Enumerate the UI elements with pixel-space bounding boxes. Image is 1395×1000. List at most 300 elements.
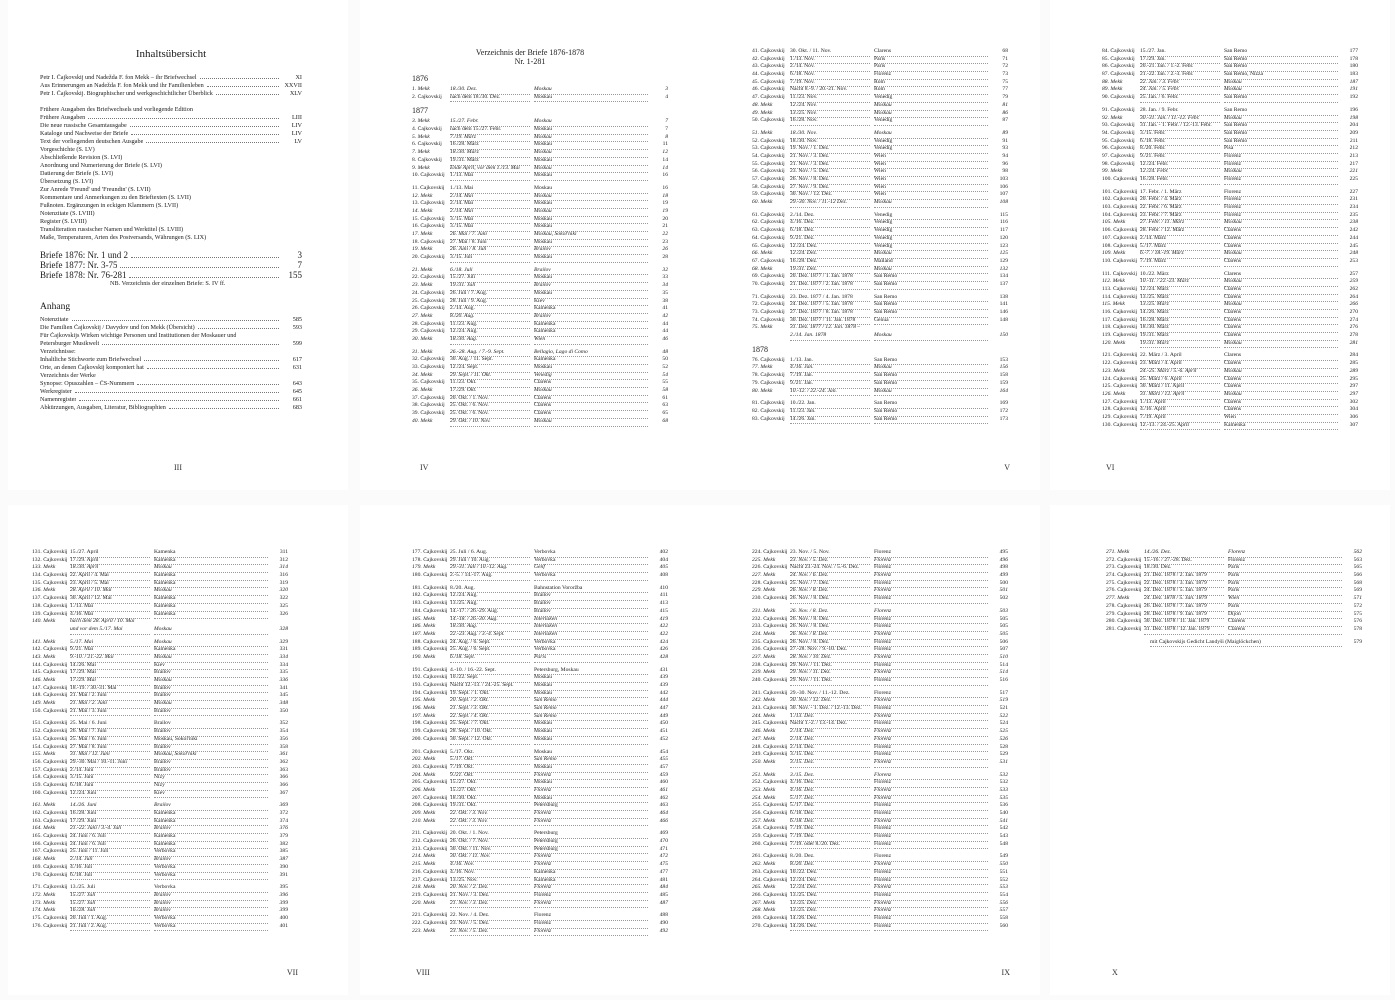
letter-page: 566 (1353, 572, 1362, 579)
letter-page: 472 (659, 853, 668, 860)
letter-date: 18./30. Dez. (450, 86, 530, 95)
letter-author: 114. Čajkovskij (1102, 293, 1138, 300)
table-row (412, 356, 668, 364)
letter-group (32, 884, 288, 930)
letter-author: 226. Čajkovskij (752, 564, 788, 571)
table-row (752, 900, 1008, 908)
letter-page: 507 (999, 646, 1008, 653)
letter-place: Moskau (154, 639, 268, 648)
letter-date: 21. Mai / 2. Juni (70, 700, 150, 709)
letter-page: 61 (662, 394, 668, 401)
letter-date: 27. Febr. / 11. März (1140, 219, 1220, 228)
letter-page: 297 (1349, 390, 1358, 397)
letter-date: 14./26. Dez. (1144, 549, 1224, 558)
letter-place: Clarens (1224, 399, 1338, 408)
letter-date: 25. Okt. / 6. Nov. (450, 410, 530, 419)
table-row (1102, 332, 1358, 340)
toc-entry-title: Orte, an denen Čajkovskij komponiert hat (40, 364, 144, 371)
letter-author: 152. Čajkovskij (32, 728, 68, 735)
letter-author: 87. Čajkovskij (1102, 71, 1135, 78)
letter-author: 229. Mekk (752, 587, 776, 594)
letter-author: 81. Čajkovskij (752, 400, 785, 407)
letter-group (1102, 271, 1358, 348)
letter-place: Kamenka (154, 810, 268, 819)
letter-place: Florenz (874, 564, 988, 573)
letter-place: Kamenka (154, 580, 268, 589)
toc-entry-title: Werkregister (40, 388, 72, 395)
table-row (752, 110, 1008, 118)
toc-leader (75, 392, 279, 393)
letter-author: 222. Čajkovskij (412, 919, 448, 926)
letter-date: 21. Mai / 2. Juni (70, 692, 150, 701)
letter-author: 56. Čajkovskij (752, 168, 785, 175)
letter-page: 180 (1349, 63, 1358, 70)
letter-place: Brailov (154, 892, 268, 901)
letter-author: 143. Mekk (32, 653, 56, 660)
letter-date: 10./22. Dez. (790, 869, 870, 878)
letter-date: 18./30. April (70, 564, 150, 573)
letter-date: 28. Nov. / 10. Dez. (790, 654, 870, 663)
letter-author: 97. Čajkovskij (1102, 152, 1135, 159)
letter-page: 14 (662, 164, 668, 171)
letter-author: 92. Mekk (1102, 114, 1123, 121)
letter-date: 30. Dez. 1877 / 11. Jan. 1878 (790, 317, 870, 326)
letter-page: 496 (999, 556, 1008, 563)
letter-date: 13./25. Dez. (790, 892, 870, 901)
toc-entry-title: Maße, Temperaturen, Arten des Postversands, Währungen (S. LIX) (40, 234, 207, 241)
letter-place: San Remo (534, 705, 648, 714)
letter-page: 463 (659, 802, 668, 809)
letter-author: 65. Čajkovskij (752, 242, 785, 249)
letter-place: Kamenka (154, 841, 268, 850)
letter-date: 31. Dez. 1878 / 12. Jan. 1879 (1144, 626, 1224, 635)
letter-date: 26. Nov. / 8. Dez. (790, 623, 870, 632)
toc-entry-title: Zur Anrede 'Freund' und 'Freundin' (S. LVII) (40, 186, 151, 193)
table-row (412, 912, 668, 920)
letter-author: 67. Čajkovskij (752, 257, 785, 264)
table-row (412, 690, 668, 698)
table-row (412, 802, 668, 810)
letter-author: 273. Čajkovskij (1106, 564, 1142, 571)
letter-page: 506 (999, 638, 1008, 645)
letter-place: Moskau (1224, 168, 1338, 177)
table-row (412, 795, 668, 803)
letter-date: 23. Nov. / 5. Dez. (790, 168, 870, 177)
letter-date: Nacht 8.-9. / 20.-21. Nov. (790, 86, 870, 95)
toc-entry-page: 645 (292, 388, 302, 395)
table-row (752, 877, 1008, 885)
table-row (752, 48, 1008, 56)
letter-group (32, 720, 288, 797)
letter-author: 45. Čajkovskij (752, 78, 785, 85)
table-row (752, 833, 1008, 841)
table-row (412, 387, 668, 395)
letter-author: 159. Čajkovskij (32, 781, 68, 788)
letter-list (1106, 549, 1362, 646)
table-row (752, 825, 1008, 833)
letter-date: 24. Dez. 1878 / 5. Jan. 1879 (1144, 595, 1224, 604)
toc-entry-page: 617 (292, 356, 302, 363)
letter-date: 16./28. März (1140, 317, 1220, 326)
letter-place: Petersburg (534, 802, 648, 811)
letter-author: 210. Mekk (412, 817, 436, 824)
toc-entry-title: Petr I. Čajkovskij. Biographischer und werkgeschichtlicher Überblick (40, 90, 213, 97)
table-row (412, 892, 668, 900)
letter-date: 26. Juli / 7. Aug. (450, 290, 530, 299)
letter-author: 151. Čajkovskij (32, 720, 68, 727)
letter-place: Moskau (154, 700, 268, 709)
letter-author: 264. Čajkovskij (752, 876, 788, 883)
toc-entry-title: Briefe 1876: Nr. 1 und 2 (40, 250, 128, 260)
table-row (1102, 107, 1358, 115)
toc-entry (40, 154, 302, 162)
letter-place: Florenz (874, 669, 988, 678)
letter-author: 14. Mekk (412, 207, 433, 214)
letter-page: 192 (1349, 94, 1358, 101)
letter-page: 274 (1349, 316, 1358, 323)
letter-page: 58 (662, 387, 668, 394)
letter-author: 230. Čajkovskij (752, 595, 788, 602)
letter-author: 200. Čajkovskij (412, 735, 448, 742)
letter-author: 70. Čajkovskij (752, 280, 785, 287)
letter-page: 510 (999, 653, 1008, 660)
letter-page: 44 (662, 320, 668, 327)
letter-date: 21. Dez. 1877 / 2. Jan. 1878 (790, 281, 870, 290)
page-iii-contents (8, 0, 348, 490)
table-row (1102, 71, 1358, 79)
letter-date: 6./18. Sept. (450, 654, 530, 663)
table-row (412, 549, 668, 557)
table-row (1102, 250, 1358, 258)
letter-date: 6./18. Dez. (790, 227, 870, 236)
letter-page: 117 (999, 227, 1008, 234)
table-row (32, 587, 288, 595)
letter-date: 4./16. Jan. (790, 364, 870, 373)
letter-page: 320 (279, 587, 288, 594)
letter-date: 25. Nov. / 7. Dez. (790, 580, 870, 589)
letter-author: 85. Čajkovskij (1102, 55, 1135, 62)
table-row (752, 587, 1008, 595)
letter-date: 25. Juli / 6. Aug. (450, 549, 530, 558)
letter-author: 96. Čajkovskij (1102, 145, 1135, 152)
letter-page: 325 (279, 602, 288, 609)
letter-place: Florenz (874, 595, 988, 604)
letter-place: Moskau (874, 130, 988, 139)
table-row (1102, 414, 1358, 422)
letter-page: 7 (665, 118, 668, 125)
letter-place: Florenz (534, 772, 648, 781)
letter-date: Nacht 12.-13. / 24.-25. Sept. (450, 682, 530, 691)
table-row (1102, 258, 1358, 266)
letter-page: 369 (279, 802, 288, 809)
page-subtitle: Nr. 1-281 (514, 57, 546, 66)
toc-entry-title: Die Familien Čajkovskij / Davydov und fon Mekk (Übersicht) (40, 324, 195, 331)
letter-page: 387 (279, 856, 288, 863)
toc-leader (130, 126, 279, 127)
table-row (32, 728, 288, 736)
list-title-block (360, 48, 700, 66)
letter-date: 26. Nov. / 8. Dez. (790, 639, 870, 648)
table-row (412, 713, 668, 721)
letter-author: 131. Čajkovskij (32, 549, 68, 555)
letter-date: 11./23. Aug. (450, 321, 530, 330)
letter-page: 316 (279, 572, 288, 579)
letter-author: 28. Čajkovskij (412, 320, 445, 327)
letter-place: Verbovka (154, 923, 268, 932)
letter-date: 15./27. Febr. (450, 118, 530, 127)
letter-page: 41 (662, 305, 668, 312)
letter-place: Clarens (1224, 383, 1338, 392)
letter-author: 135. Čajkovskij (32, 579, 68, 586)
letter-list (32, 549, 288, 935)
table-row (412, 305, 668, 313)
letter-author: 154. Čajkovskij (32, 743, 68, 750)
letter-page: 103 (999, 176, 1008, 182)
letter-page: 521 (999, 705, 1008, 712)
letter-author: 32. Čajkovskij (412, 356, 445, 363)
letter-place: Moskau (534, 764, 648, 773)
toc-entry-page: LIII (292, 114, 302, 121)
letter-date: 22. Sept. / 4. Okt. (450, 713, 530, 722)
letter-place: Brailov (154, 759, 268, 768)
letter-page: 563 (1353, 556, 1362, 563)
table-row (412, 623, 668, 631)
letter-date: 15./27. Juli (70, 892, 150, 901)
letter-place: Paris (874, 56, 988, 65)
letter-page: 334 (279, 653, 288, 660)
letter-author: 260. Čajkovskij (752, 840, 788, 847)
table-row (752, 639, 1008, 647)
letter-date: 29. Nov. / 11. Dez. (790, 662, 870, 671)
letter-page: 262 (1349, 285, 1358, 292)
letter-place: Florenz (874, 795, 988, 804)
letter-page: 26 (662, 246, 668, 253)
letter-place: Dijon (1228, 611, 1342, 620)
letter-place: Paris (874, 63, 988, 72)
letter-author: 163. Čajkovskij (32, 817, 68, 824)
table-row (32, 720, 288, 728)
letter-page: 326 (279, 610, 288, 617)
year-heading: 1878 (752, 344, 768, 354)
letter-author: 52. Čajkovskij (752, 137, 785, 144)
table-row (1106, 611, 1362, 619)
letter-date: 22. Jan. / 3. Febr. (1140, 79, 1220, 88)
letter-page: 278 (1349, 332, 1358, 339)
letter-group (32, 549, 288, 634)
letter-page: 556 (999, 899, 1008, 906)
table-row (752, 772, 1008, 780)
letter-date: 18./30. Nov. (790, 130, 870, 139)
letter-place: Florenz (874, 833, 988, 842)
table-row (752, 138, 1008, 146)
letter-place: Florenz (874, 677, 988, 686)
letter-date: 13./25. Nov. (450, 877, 530, 886)
letter-page: 107 (999, 191, 1008, 198)
letter-date: 30. Okt. / 11. Nov. (450, 846, 530, 855)
letter-author: 197. Mekk (412, 712, 436, 719)
letter-page: 146 (999, 309, 1008, 315)
letter-page: 96 (1002, 160, 1008, 167)
letter-date: 17./29. April (70, 557, 150, 566)
letter-author: 44. Čajkovskij (752, 71, 785, 78)
letter-date: 3./15. Juni (70, 774, 150, 783)
table-row (32, 626, 288, 634)
letter-date: 3./15. Dez. (790, 751, 870, 760)
page-ix (700, 505, 1040, 995)
table-row (1102, 376, 1358, 384)
letter-page: 312 (279, 556, 288, 563)
letter-page: 405 (659, 564, 668, 571)
table-row (412, 208, 668, 216)
letter-date: 27. Dez. 1877 / 8. Jan. 1878 (790, 309, 870, 318)
letter-author: 130. Čajkovskij (1102, 421, 1138, 428)
letter-date: 3./15. Dez. (790, 772, 870, 781)
table-row (752, 86, 1008, 94)
letter-author: 132. Čajkovskij (32, 556, 68, 563)
toc-entry (40, 146, 302, 154)
letter-place: Brailov (534, 267, 648, 276)
letter-page: 21 (662, 223, 668, 230)
letter-place: Moskau, Sokol'niki (534, 231, 648, 240)
letter-date: und vor dem 5./17. Mai (70, 626, 150, 635)
letter-place: Nizy (154, 782, 268, 791)
letter-place: Verbovka (154, 915, 268, 924)
letter-author: 231. Mekk (752, 607, 776, 614)
letter-page: 52 (662, 364, 668, 370)
toc-leader (79, 400, 279, 401)
table-row (412, 861, 668, 869)
letter-author: 277. Mekk (1106, 595, 1130, 602)
letter-author: 15. Čajkovskij (412, 215, 445, 222)
letter-author: 134. Čajkovskij (32, 572, 68, 579)
letter-page: 20 (662, 215, 668, 222)
table-row (752, 690, 1008, 698)
letter-date: 22. Nov. / 4. Dez. (450, 912, 530, 921)
letter-author: 84. Čajkovskij (1102, 48, 1135, 54)
letter-author: 155. Mekk (32, 751, 56, 758)
letter-group (752, 549, 1008, 603)
table-row (412, 728, 668, 736)
letter-author: 103. Čajkovskij (1102, 204, 1138, 211)
letter-date: 21.-22. Jan. / 2.-3. Febr. (1140, 71, 1220, 80)
letter-place: San Remo (874, 301, 988, 310)
letter-author: 54. Čajkovskij (752, 152, 785, 159)
letter-date: 2./14. Mai (450, 200, 530, 209)
letter-page: 221 (1349, 168, 1358, 175)
toc-gap (40, 98, 302, 106)
letter-date: 2./14. Juni (70, 767, 150, 776)
letter-page: 535 (999, 794, 1008, 801)
letter-page: 554 (999, 891, 1008, 898)
letter-place: Florenz (874, 772, 988, 781)
toc-entry (40, 74, 302, 82)
table-row (752, 372, 1008, 380)
letter-place: Petersburg (534, 838, 648, 847)
letter-place: Moskau (1224, 278, 1338, 287)
letter-place: Florenz (874, 720, 988, 729)
table-row (752, 153, 1008, 161)
table-row (1102, 189, 1358, 197)
letter-date: 29. Juli / 10. Aug. (450, 557, 530, 566)
letter-author: 246. Mekk (752, 728, 776, 735)
letter-page: 514 (999, 669, 1008, 676)
letter-date: 10./22. Jan. (790, 400, 870, 409)
toc-entry (40, 348, 302, 356)
letter-date: 5./17. Dez. (790, 795, 870, 804)
letter-page: 524 (999, 720, 1008, 727)
table-row (1102, 145, 1358, 153)
letter-date: 12./24. Febr. (1140, 161, 1220, 170)
letter-place: Florenz (1224, 153, 1338, 162)
letter-place: Kamenka (534, 321, 648, 330)
letter-group (412, 830, 668, 907)
letter-date: 19. Nov. / 1. Dez. (790, 145, 870, 154)
table-row (752, 317, 1008, 325)
table-row (752, 662, 1008, 670)
letter-author: 255. Čajkovskij (752, 802, 788, 809)
letter-author: 63. Čajkovskij (752, 227, 785, 234)
letter-date: 26. Nov. / 8. Dez. (790, 587, 870, 596)
letter-date: 20. Okt. / 1. Nov. (450, 830, 530, 839)
letter-date: 25. Mai / 6. Juni (70, 736, 150, 745)
table-row (752, 94, 1008, 102)
table-row (412, 674, 668, 682)
letter-author: 218. Mekk (412, 884, 436, 891)
letter-place: Florenz (874, 705, 988, 714)
letter-place: Clarens (1224, 235, 1338, 244)
toc-entry-title: Aus Erinnerungen an Nadežda F. fon Mekk und ihr Familienleben (40, 82, 204, 89)
letter-date: 16./28. März (450, 141, 530, 150)
letter-place: San Remo (1224, 94, 1338, 103)
letter-date: 5./17. Dez. (790, 802, 870, 811)
letter-date: 15./27. Juli (70, 900, 150, 909)
table-row (1106, 580, 1362, 588)
letter-page: 19 (662, 200, 668, 207)
toc-entry-page: 631 (292, 364, 302, 371)
letter-date: 4./16. Juli (70, 864, 150, 873)
letter-date: 13./25. Nov. (790, 110, 870, 119)
toc-entry-page: 661 (292, 396, 302, 403)
letter-place: Wien (534, 336, 648, 345)
table-row (1102, 115, 1358, 123)
letter-date: 28. Jan. / 9. Febr. (1140, 107, 1220, 116)
table-row (412, 274, 668, 282)
letter-list (752, 549, 1008, 935)
letter-page: 259 (1349, 278, 1358, 285)
letter-author: 149. Mekk (32, 700, 56, 707)
letter-page: 86 (1002, 109, 1008, 116)
page-number: III (174, 463, 182, 472)
letter-date: 12./24. Sept. (450, 364, 530, 373)
table-row (412, 682, 668, 690)
toc-entry-title: Abkürzungen, Ausgaben, Literatur, Bibliographien (40, 404, 166, 411)
letter-date: 13./25. Dez. (790, 900, 870, 909)
table-row (32, 751, 288, 759)
page-iv (360, 0, 700, 490)
letter-author: 111. Čajkovskij (1102, 270, 1138, 277)
table-row (752, 258, 1008, 266)
letter-place: Moskau (534, 134, 648, 143)
letter-place: Florenz (874, 861, 988, 870)
letter-place: Kamenka (154, 646, 268, 655)
letter-place: Brailov (154, 900, 268, 909)
table-row (1102, 383, 1358, 391)
toc-entry (40, 170, 302, 178)
table-row (412, 616, 668, 624)
letter-author: 249. Čajkovskij (752, 751, 788, 758)
letter-place: Clarens (534, 402, 648, 411)
table-row (1102, 153, 1358, 161)
